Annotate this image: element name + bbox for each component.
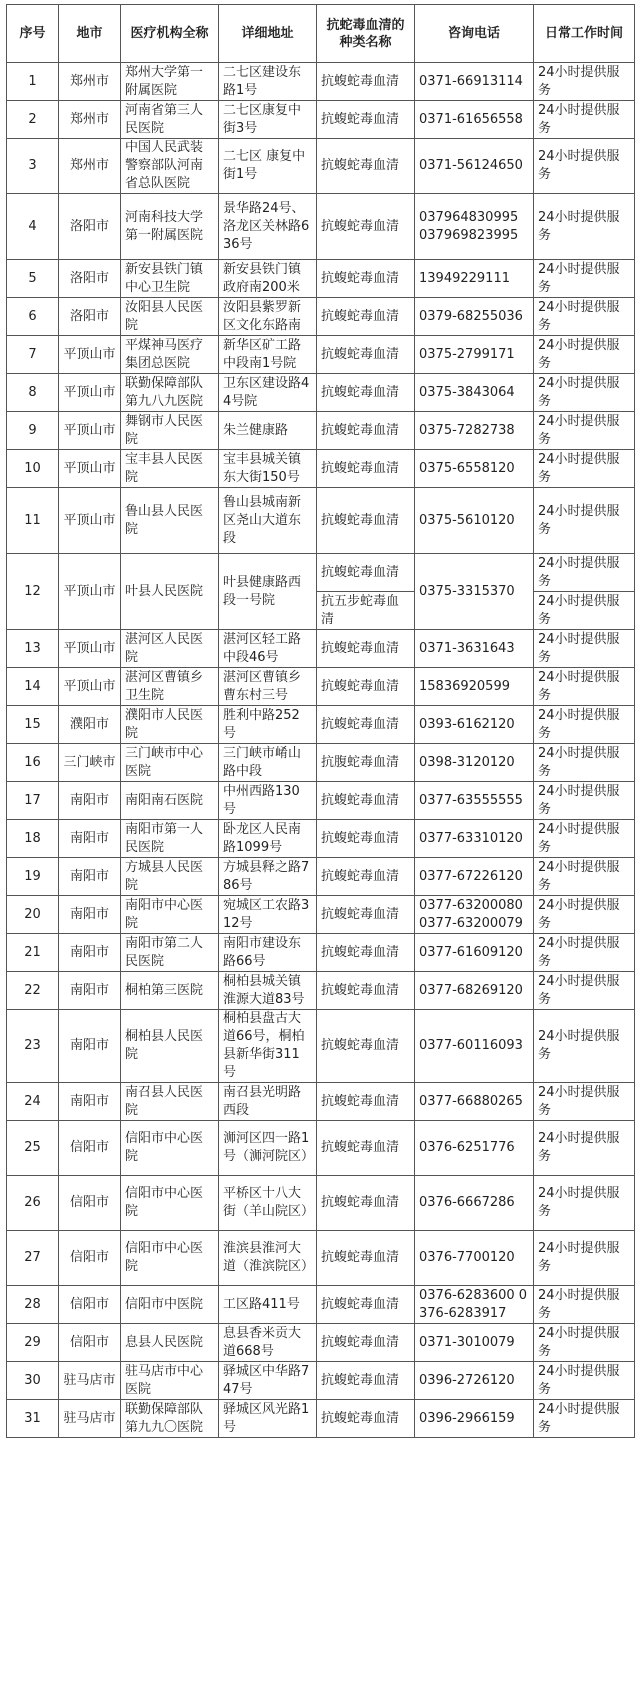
row-index: 20	[7, 896, 59, 934]
header-index: 序号	[7, 5, 59, 63]
row-institution: 河南省第三人民医院	[121, 101, 219, 139]
row-index: 15	[7, 706, 59, 744]
row-institution: 湛河区人民医院	[121, 630, 219, 668]
table-row	[7, 630, 635, 668]
table-row	[7, 101, 635, 139]
row-address: 工区路411号	[219, 1286, 317, 1324]
hospital-table	[6, 4, 635, 1438]
header-address: 详细地址	[219, 5, 317, 63]
row-address: 桐柏县盘古大道66号，桐柏县新华街311号	[219, 1010, 317, 1083]
row-institution: 息县人民医院	[121, 1324, 219, 1362]
row-phone: 0396-2726120	[415, 1362, 534, 1400]
row-institution: 联勤保障部队第九九〇医院	[121, 1400, 219, 1438]
table-row	[7, 1176, 635, 1231]
row-index: 28	[7, 1286, 59, 1324]
row-phone: 0377-63200080 0377-63200079	[415, 896, 534, 934]
row-hours: 24小时提供服务	[534, 450, 635, 488]
table-row	[7, 1362, 635, 1400]
row-hours: 24小时提供服务	[534, 101, 635, 139]
row-serum-type: 抗蝮蛇毒血清	[317, 336, 415, 374]
header-serum-type: 抗蛇毒血清的种类名称	[317, 5, 415, 63]
row-city: 南阳市	[59, 896, 121, 934]
row-index: 31	[7, 1400, 59, 1438]
row-serum-type: 抗蝮蛇毒血清	[317, 706, 415, 744]
row-city: 南阳市	[59, 934, 121, 972]
row-hours: 24小时提供服务	[534, 63, 635, 101]
row-institution: 宝丰县人民医院	[121, 450, 219, 488]
row-phone: 0375-2799171	[415, 336, 534, 374]
table-row	[7, 858, 635, 896]
row-city: 平顶山市	[59, 554, 121, 630]
row-serum-type: 抗蝮蛇毒血清	[317, 782, 415, 820]
row-institution: 信阳市中心医院	[121, 1121, 219, 1176]
row-serum-type: 抗蝮蛇毒血清	[317, 554, 415, 592]
row-institution: 濮阳市人民医院	[121, 706, 219, 744]
table-row	[7, 668, 635, 706]
row-index: 12	[7, 554, 59, 630]
table-row	[7, 412, 635, 450]
row-phone: 0377-63310120	[415, 820, 534, 858]
row-index: 9	[7, 412, 59, 450]
row-city: 信阳市	[59, 1176, 121, 1231]
row-institution: 三门峡市中心医院	[121, 744, 219, 782]
row-address: 驿城区风光路1号	[219, 1400, 317, 1438]
row-institution: 南阳市第二人民医院	[121, 934, 219, 972]
row-serum-type: 抗蝮蛇毒血清	[317, 896, 415, 934]
row-serum-type: 抗蝮蛇毒血清	[317, 63, 415, 101]
row-hours: 24小时提供服务	[534, 1400, 635, 1438]
row-institution: 信阳市中心医院	[121, 1176, 219, 1231]
row-serum-type: 抗蝮蛇毒血清	[317, 1400, 415, 1438]
row-hours: 24小时提供服务	[534, 1010, 635, 1083]
row-serum-type: 抗蝮蛇毒血清	[317, 630, 415, 668]
row-address: 息县香米贡大道668号	[219, 1324, 317, 1362]
row-city: 平顶山市	[59, 374, 121, 412]
table-row	[7, 744, 635, 782]
row-institution: 信阳市中心医院	[121, 1231, 219, 1286]
row-institution: 桐柏县人民医院	[121, 1010, 219, 1083]
row-index: 26	[7, 1176, 59, 1231]
table-row	[7, 450, 635, 488]
row-index: 10	[7, 450, 59, 488]
row-hours: 24小时提供服务	[534, 488, 635, 554]
row-address: 卫东区建设路44号院	[219, 374, 317, 412]
row-address: 宝丰县城关镇东大街150号	[219, 450, 317, 488]
row-address: 浉河区四一路1号（浉河院区）	[219, 1121, 317, 1176]
row-city: 平顶山市	[59, 336, 121, 374]
row-institution: 南阳市中心医院	[121, 896, 219, 934]
row-index: 4	[7, 194, 59, 260]
header-city: 地市	[59, 5, 121, 63]
table-row	[7, 1231, 635, 1286]
row-phone: 0375-6558120	[415, 450, 534, 488]
row-hours: 24小时提供服务	[534, 1286, 635, 1324]
header-row	[7, 5, 635, 63]
row-address: 二七区建设东路1号	[219, 63, 317, 101]
row-index: 25	[7, 1121, 59, 1176]
table-row	[7, 1400, 635, 1438]
row-address: 卧龙区人民南路1099号	[219, 820, 317, 858]
row-address: 鲁山县城南新区尧山大道东段	[219, 488, 317, 554]
row-city: 信阳市	[59, 1286, 121, 1324]
row-institution: 信阳市中医院	[121, 1286, 219, 1324]
row-index: 30	[7, 1362, 59, 1400]
row-address: 朱兰健康路	[219, 412, 317, 450]
row-index: 5	[7, 260, 59, 298]
row-city: 濮阳市	[59, 706, 121, 744]
row-hours: 24小时提供服务	[534, 139, 635, 194]
row-index: 18	[7, 820, 59, 858]
row-index: 6	[7, 298, 59, 336]
table-row	[7, 1286, 635, 1324]
table-row	[7, 488, 635, 554]
header-hours: 日常工作时间	[534, 5, 635, 63]
row-serum-type: 抗蝮蛇毒血清	[317, 412, 415, 450]
row-city: 平顶山市	[59, 412, 121, 450]
row-address: 胜利中路252号	[219, 706, 317, 744]
row-index: 19	[7, 858, 59, 896]
row-address: 中州西路130号	[219, 782, 317, 820]
row-serum-type: 抗蝮蛇毒血清	[317, 858, 415, 896]
row-address: 驿城区中华路747号	[219, 1362, 317, 1400]
row-phone: 0375-3843064	[415, 374, 534, 412]
row-serum-type: 抗蝮蛇毒血清	[317, 1083, 415, 1121]
row-serum-type: 抗蝮蛇毒血清	[317, 1362, 415, 1400]
row-phone: 0377-66880265	[415, 1083, 534, 1121]
row-serum-type: 抗蝮蛇毒血清	[317, 1286, 415, 1324]
row-serum-type: 抗蝮蛇毒血清	[317, 934, 415, 972]
row-phone: 0377-60116093	[415, 1010, 534, 1083]
row-city: 洛阳市	[59, 260, 121, 298]
row-serum-type: 抗蝮蛇毒血清	[317, 488, 415, 554]
table-row	[7, 706, 635, 744]
row-phone: 0377-61609120	[415, 934, 534, 972]
row-city: 平顶山市	[59, 450, 121, 488]
table-row	[7, 1010, 635, 1083]
row-phone: 0396-2966159	[415, 1400, 534, 1438]
row-address: 宛城区工农路312号	[219, 896, 317, 934]
row-index: 13	[7, 630, 59, 668]
row-serum-type: 抗蝮蛇毒血清	[317, 1121, 415, 1176]
row-hours: 24小时提供服务	[534, 820, 635, 858]
row-address: 新华区矿工路中段南1号院	[219, 336, 317, 374]
header-phone: 咨询电话	[415, 5, 534, 63]
row-institution: 汝阳县人民医院	[121, 298, 219, 336]
row-serum-type: 抗蝮蛇毒血清	[317, 1231, 415, 1286]
row-city: 平顶山市	[59, 630, 121, 668]
row-phone: 0376-6251776	[415, 1121, 534, 1176]
row-institution: 河南科技大学第一附属医院	[121, 194, 219, 260]
row-city: 信阳市	[59, 1231, 121, 1286]
row-hours: 24小时提供服务	[534, 706, 635, 744]
row-hours: 24小时提供服务	[534, 592, 635, 630]
table-row	[7, 139, 635, 194]
row-institution: 郑州大学第一附属医院	[121, 63, 219, 101]
row-hours: 24小时提供服务	[534, 668, 635, 706]
row-hours: 24小时提供服务	[534, 630, 635, 668]
row-institution: 方城县人民医院	[121, 858, 219, 896]
row-phone: 0375-3315370	[415, 554, 534, 630]
row-hours: 24小时提供服务	[534, 1121, 635, 1176]
row-institution: 桐柏第三医院	[121, 972, 219, 1010]
row-city: 郑州市	[59, 101, 121, 139]
row-index: 21	[7, 934, 59, 972]
header-institution: 医疗机构全称	[121, 5, 219, 63]
row-city: 三门峡市	[59, 744, 121, 782]
row-hours: 24小时提供服务	[534, 934, 635, 972]
row-institution: 叶县人民医院	[121, 554, 219, 630]
row-index: 24	[7, 1083, 59, 1121]
row-index: 14	[7, 668, 59, 706]
row-institution: 舞钢市人民医院	[121, 412, 219, 450]
table-row	[7, 260, 635, 298]
row-address: 南阳市建设东路66号	[219, 934, 317, 972]
table-row	[7, 63, 635, 101]
row-index: 27	[7, 1231, 59, 1286]
row-phone: 0371-66913114	[415, 63, 534, 101]
row-index: 22	[7, 972, 59, 1010]
row-address: 平桥区十八大街（羊山院区）	[219, 1176, 317, 1231]
row-phone: 0371-56124650	[415, 139, 534, 194]
row-hours: 24小时提供服务	[534, 858, 635, 896]
row-city: 南阳市	[59, 1083, 121, 1121]
row-address: 方城县释之路786号	[219, 858, 317, 896]
row-city: 驻马店市	[59, 1400, 121, 1438]
row-address: 桐柏县城关镇淮源大道83号	[219, 972, 317, 1010]
row-index: 29	[7, 1324, 59, 1362]
row-index: 11	[7, 488, 59, 554]
row-hours: 24小时提供服务	[534, 972, 635, 1010]
row-address: 淮滨县淮河大道（淮滨院区）	[219, 1231, 317, 1286]
row-index: 7	[7, 336, 59, 374]
table-row	[7, 554, 635, 592]
row-phone: 0393-6162120	[415, 706, 534, 744]
table-row	[7, 298, 635, 336]
table-row	[7, 1083, 635, 1121]
row-hours: 24小时提供服务	[534, 336, 635, 374]
row-hours: 24小时提供服务	[534, 744, 635, 782]
row-institution: 中国人民武装警察部队河南省总队医院	[121, 139, 219, 194]
row-city: 平顶山市	[59, 488, 121, 554]
row-hours: 24小时提供服务	[534, 412, 635, 450]
row-phone: 0376-7700120	[415, 1231, 534, 1286]
row-serum-type: 抗蝮蛇毒血清	[317, 1010, 415, 1083]
row-city: 郑州市	[59, 139, 121, 194]
row-serum-type: 抗蝮蛇毒血清	[317, 260, 415, 298]
row-hours: 24小时提供服务	[534, 1324, 635, 1362]
row-phone: 0375-7282738	[415, 412, 534, 450]
table-row	[7, 194, 635, 260]
row-city: 洛阳市	[59, 194, 121, 260]
row-serum-type: 抗蝮蛇毒血清	[317, 1324, 415, 1362]
table-row	[7, 1324, 635, 1362]
row-serum-type: 抗蝮蛇毒血清	[317, 194, 415, 260]
row-hours: 24小时提供服务	[534, 782, 635, 820]
row-institution: 湛河区曹镇乡卫生院	[121, 668, 219, 706]
row-index: 17	[7, 782, 59, 820]
table-row	[7, 336, 635, 374]
row-phone: 0398-3120120	[415, 744, 534, 782]
row-serum-type: 抗蝮蛇毒血清	[317, 298, 415, 336]
row-institution: 平煤神马医疗集团总医院	[121, 336, 219, 374]
row-phone: 0377-63555555	[415, 782, 534, 820]
row-hours: 24小时提供服务	[534, 298, 635, 336]
row-hours: 24小时提供服务	[534, 260, 635, 298]
table-row	[7, 782, 635, 820]
row-phone: 0376-6667286	[415, 1176, 534, 1231]
row-phone: 0371-61656558	[415, 101, 534, 139]
row-institution: 南阳南石医院	[121, 782, 219, 820]
row-serum-type: 抗蝮蛇毒血清	[317, 820, 415, 858]
row-serum-type: 抗蝮蛇毒血清	[317, 374, 415, 412]
row-index: 16	[7, 744, 59, 782]
row-address: 二七区 康复中街1号	[219, 139, 317, 194]
table-row	[7, 374, 635, 412]
row-index: 3	[7, 139, 59, 194]
row-index: 2	[7, 101, 59, 139]
row-serum-type: 抗蝮蛇毒血清	[317, 972, 415, 1010]
row-serum-type: 抗五步蛇毒血清	[317, 592, 415, 630]
table-body	[7, 63, 635, 1438]
row-city: 南阳市	[59, 820, 121, 858]
row-city: 郑州市	[59, 63, 121, 101]
table-row	[7, 1121, 635, 1176]
row-address: 二七区康复中街3号	[219, 101, 317, 139]
row-hours: 24小时提供服务	[534, 1231, 635, 1286]
row-city: 平顶山市	[59, 668, 121, 706]
row-phone: 0371-3010079	[415, 1324, 534, 1362]
row-serum-type: 抗蝮蛇毒血清	[317, 139, 415, 194]
row-phone: 0379-68255036	[415, 298, 534, 336]
row-address: 湛河区轻工路中段46号	[219, 630, 317, 668]
row-phone: 0377-67226120	[415, 858, 534, 896]
table-row	[7, 972, 635, 1010]
row-phone: 037964830995 037969823995	[415, 194, 534, 260]
row-hours: 24小时提供服务	[534, 1176, 635, 1231]
row-city: 驻马店市	[59, 1362, 121, 1400]
row-index: 8	[7, 374, 59, 412]
row-phone: 15836920599	[415, 668, 534, 706]
row-city: 南阳市	[59, 782, 121, 820]
row-address: 景华路24号、洛龙区关林路636号	[219, 194, 317, 260]
row-phone: 0376-6283600 0376-6283917	[415, 1286, 534, 1324]
row-phone: 0377-68269120	[415, 972, 534, 1010]
row-institution: 驻马店市中心医院	[121, 1362, 219, 1400]
row-serum-type: 抗蝮蛇毒血清	[317, 668, 415, 706]
row-hours: 24小时提供服务	[534, 1362, 635, 1400]
row-phone: 0375-5610120	[415, 488, 534, 554]
row-institution: 南阳市第一人民医院	[121, 820, 219, 858]
row-phone: 13949229111	[415, 260, 534, 298]
row-address: 叶县健康路西段一号院	[219, 554, 317, 630]
row-serum-type: 抗蝮蛇毒血清	[317, 450, 415, 488]
row-city: 信阳市	[59, 1324, 121, 1362]
row-phone: 0371-3631643	[415, 630, 534, 668]
row-hours: 24小时提供服务	[534, 194, 635, 260]
row-city: 信阳市	[59, 1121, 121, 1176]
row-serum-type: 抗腹蛇毒血清	[317, 744, 415, 782]
table-row	[7, 820, 635, 858]
row-hours: 24小时提供服务	[534, 374, 635, 412]
row-address: 新安县铁门镇政府南200米	[219, 260, 317, 298]
row-city: 洛阳市	[59, 298, 121, 336]
row-city: 南阳市	[59, 858, 121, 896]
row-serum-type: 抗蝮蛇毒血清	[317, 101, 415, 139]
row-index: 1	[7, 63, 59, 101]
row-hours: 24小时提供服务	[534, 554, 635, 592]
row-address: 湛河区曹镇乡曹东村三号	[219, 668, 317, 706]
row-hours: 24小时提供服务	[534, 1083, 635, 1121]
table-row	[7, 896, 635, 934]
row-institution: 鲁山县人民医院	[121, 488, 219, 554]
row-institution: 新安县铁门镇中心卫生院	[121, 260, 219, 298]
row-institution: 联勤保障部队第九八九医院	[121, 374, 219, 412]
row-institution: 南召县人民医院	[121, 1083, 219, 1121]
row-address: 南召县光明路西段	[219, 1083, 317, 1121]
row-address: 三门峡市崤山路中段	[219, 744, 317, 782]
table-row	[7, 934, 635, 972]
row-hours: 24小时提供服务	[534, 896, 635, 934]
row-index: 23	[7, 1010, 59, 1083]
row-city: 南阳市	[59, 1010, 121, 1083]
row-address: 汝阳县紫罗新区文化东路南	[219, 298, 317, 336]
row-city: 南阳市	[59, 972, 121, 1010]
row-serum-type: 抗蝮蛇毒血清	[317, 1176, 415, 1231]
